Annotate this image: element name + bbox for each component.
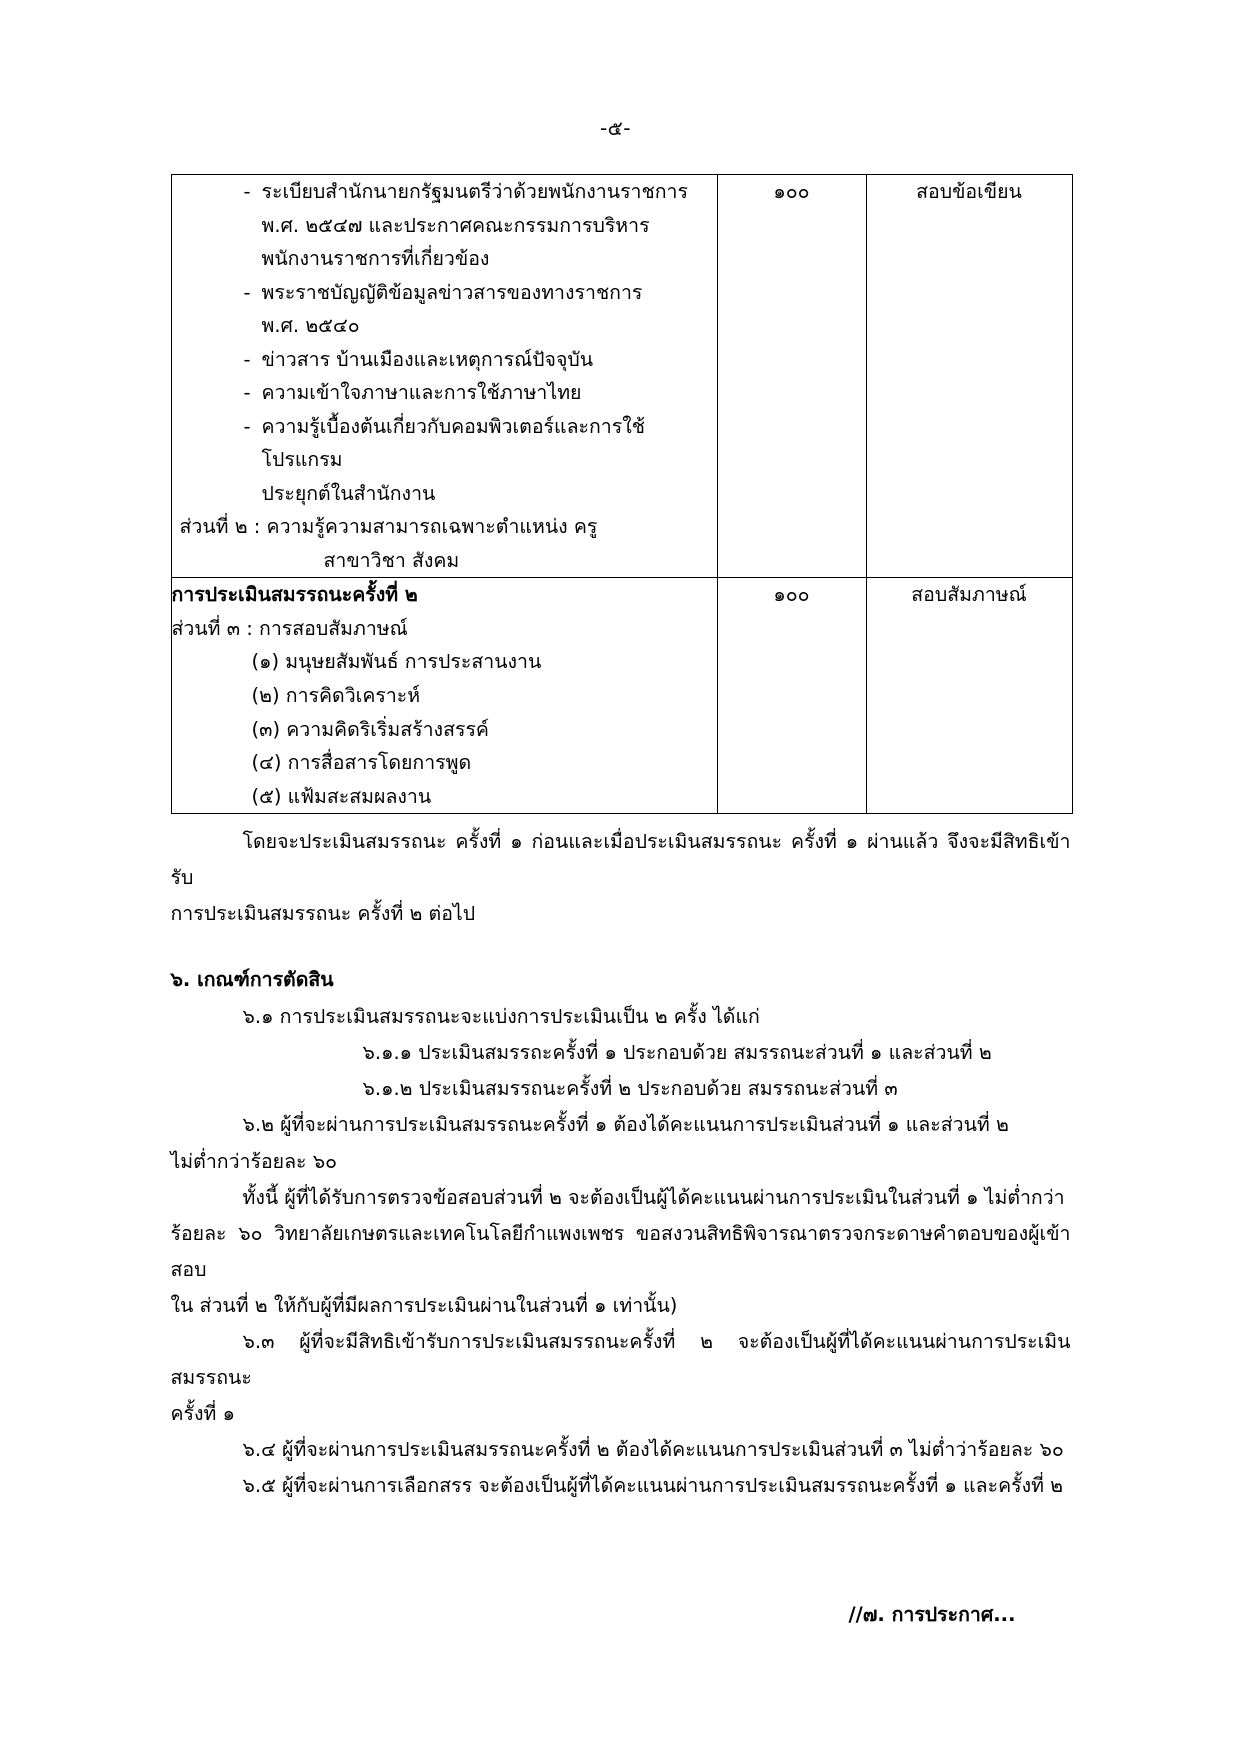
table-cell-description xyxy=(171,578,717,814)
list-item xyxy=(172,276,717,343)
paragraph-6-4: ๖.๔ ผู้ที่จะผ่านการประเมินสมรรถนะครั้งที่ ๒ ต้องได้คะแนนการประเมินส่วนที่ ๓ ไม่ต่ำว่าร้อยละ ๖๐ xyxy=(242,1438,1064,1462)
list-item xyxy=(172,343,717,377)
table-cell-description xyxy=(171,175,717,578)
paragraph-after-table xyxy=(171,824,1071,896)
paragraph-6-5: ๖.๕ ผู้ที่จะผ่านการเลือกสรร จะต้องเป็นผู้ที่ได้คะแนนผ่านการประเมินสมรรถนะครั้งที่ ๑ และครั้งที่ ๒ xyxy=(242,1474,1064,1498)
paragraph-6-1-2: ๖.๑.๒ ประเมินสมรรถนะครั้งที่ ๒ ประกอบด้วย สมรรถนะส่วนที่ ๓ xyxy=(362,1077,898,1101)
list-item-line: พนักงานราชการที่เกี่ยวข้อง xyxy=(261,247,490,271)
section-label: ส่วนที่ ๓ : การสอบสัมภาษณ์ xyxy=(171,616,408,640)
assessment-score-table xyxy=(171,174,1073,814)
paragraph-6-1-1: ๖.๑.๑ ประเมินสมรรถะครั้งที่ ๑ ประกอบด้วย สมรรถนะส่วนที่ ๑ และส่วนที่ ๒ xyxy=(362,1041,992,1065)
list-item-line: ข่าวสาร บ้านเมืองและเหตุการณ์ปัจจุบัน xyxy=(261,347,594,371)
section-label-secondary: สาขาวิชา สังคม xyxy=(323,548,460,572)
list-item-line: ความเข้าใจภาษาและการใช้ภาษาไทย xyxy=(261,381,582,405)
list-item-line: พ.ศ. ๒๕๔๐ xyxy=(261,314,360,338)
table-cell-score: ๑๐๐ xyxy=(717,578,866,814)
list-item-line: ความรู้เบื้องต้นเกี่ยวกับคอมพิวเตอร์และการใช้โปรแกรม xyxy=(261,414,645,472)
list-item: (๕) แฟ้มสะสมผลงาน xyxy=(251,784,432,808)
table-cell-method: สอบข้อเขียน xyxy=(866,175,1072,578)
paragraph-note-line2: ร้อยละ ๖๐ วิทยาลัยเกษตรและเทคโนโลยีกำแพงเพชร ขอสงวนสิทธิพิจารณาตรวจกระดาษคำตอบของผู้เข้าสอบ xyxy=(170,1221,1071,1281)
paragraph-note-line3: ใน ส่วนที่ ๒ ให้กับผู้ที่มีผลการประเมินผ่านในส่วนที่ ๑ เท่านั้น) xyxy=(170,1293,678,1317)
table-cell-score: ๑๐๐ xyxy=(717,175,866,578)
list-item: (๔) การสื่อสารโดยการพูด xyxy=(251,751,472,775)
table-cell-method: สอบสัมภาษณ์ xyxy=(866,578,1072,814)
paragraph-6-1: ๖.๑ การประเมินสมรรถนะจะแบ่งการประเมินเป็น ๒ ครั้ง ได้แก่ xyxy=(242,1005,760,1029)
dash-marker: - xyxy=(243,180,251,203)
list-item: (๓) ความคิดริเริ่มสร้างสรรค์ xyxy=(251,717,489,741)
list-item xyxy=(172,376,717,410)
paragraph-note-line1: ทั้งนี้ ผู้ที่ได้รับการตรวจข้อสอบส่วนที่ ๒ จะต้องเป็นผู้ได้คะแนนผ่านการประเมินในส่วนที่ ๑ ไม่ต่ำกว่า xyxy=(242,1185,1065,1209)
list-item-line: ระเบียบสำนักนายกรัฐมนตรีว่าด้วยพนักงานราชการ xyxy=(261,180,688,203)
list-item-line: ประยุกต์ในสำนักงาน xyxy=(261,481,436,505)
dash-marker: - xyxy=(243,280,251,304)
dash-list xyxy=(172,175,717,510)
dash-marker: - xyxy=(243,414,251,438)
footer-continuation-note: //๗. การประกาศ... xyxy=(848,1603,1016,1627)
list-item-line: พ.ศ. ๒๕๔๗ และประกาศคณะกรรมการบริหาร xyxy=(261,213,650,237)
paragraph-6-2-line2: ไม่ต่ำกว่าร้อยละ ๖๐ xyxy=(170,1149,337,1173)
paragraph-6-3-line2: ครั้งที่ ๑ xyxy=(170,1401,235,1425)
list-item xyxy=(172,410,717,511)
dash-marker: - xyxy=(243,347,251,371)
paragraph-6-2-line1: ๖.๒ ผู้ที่จะผ่านการประเมินสมรรถนะครั้งที่ ๑ ต้องได้คะแนนการประเมินส่วนที่ ๑ และส่วนที่ ๒ xyxy=(242,1113,1009,1137)
section-heading-6: ๖. เกณฑ์การตัดสิน xyxy=(170,968,334,992)
list-item: (๑) มนุษยสัมพันธ์ การประสานงาน xyxy=(251,650,542,674)
list-item-line: พระราชบัญญัติข้อมูลข่าวสารของทางราชการ xyxy=(261,280,643,304)
paragraph-line: โดยจะประเมินสมรรถนะ ครั้งที่ ๑ ก่อนและเมื่อประเมินสมรรถนะ ครั้งที่ ๑ ผ่านแล้ว จึงจะมีสิทธิเข้ารับ xyxy=(170,830,1071,890)
document-content xyxy=(171,174,1071,1630)
paragraph-after-table-line2 xyxy=(171,896,1071,932)
row-heading: การประเมินสมรรถนะครั้งที่ ๒ xyxy=(171,583,418,607)
table-row xyxy=(171,175,1072,578)
numbered-list xyxy=(172,645,717,813)
paragraph-6-3-line1: ๖.๓ ผู้ที่จะมีสิทธิเข้ารับการประเมินสมรรถนะครั้งที่ ๒ จะต้องเป็นผู้ที่ได้คะแนนผ่านการประเมินสมรรถนะ xyxy=(170,1329,1071,1389)
paragraph-line: การประเมินสมรรถนะ ครั้งที่ ๒ ต่อไป xyxy=(170,902,476,926)
list-item xyxy=(172,175,717,276)
table-row xyxy=(171,578,1072,814)
dash-marker: - xyxy=(243,381,251,405)
section-label: ส่วนที่ ๒ : ความรู้ความสามารถเฉพาะตำแหน่ง ครู xyxy=(179,515,598,539)
page-number: -๕- xyxy=(599,116,632,140)
list-item: (๒) การคิดวิเคราะห์ xyxy=(251,683,421,707)
